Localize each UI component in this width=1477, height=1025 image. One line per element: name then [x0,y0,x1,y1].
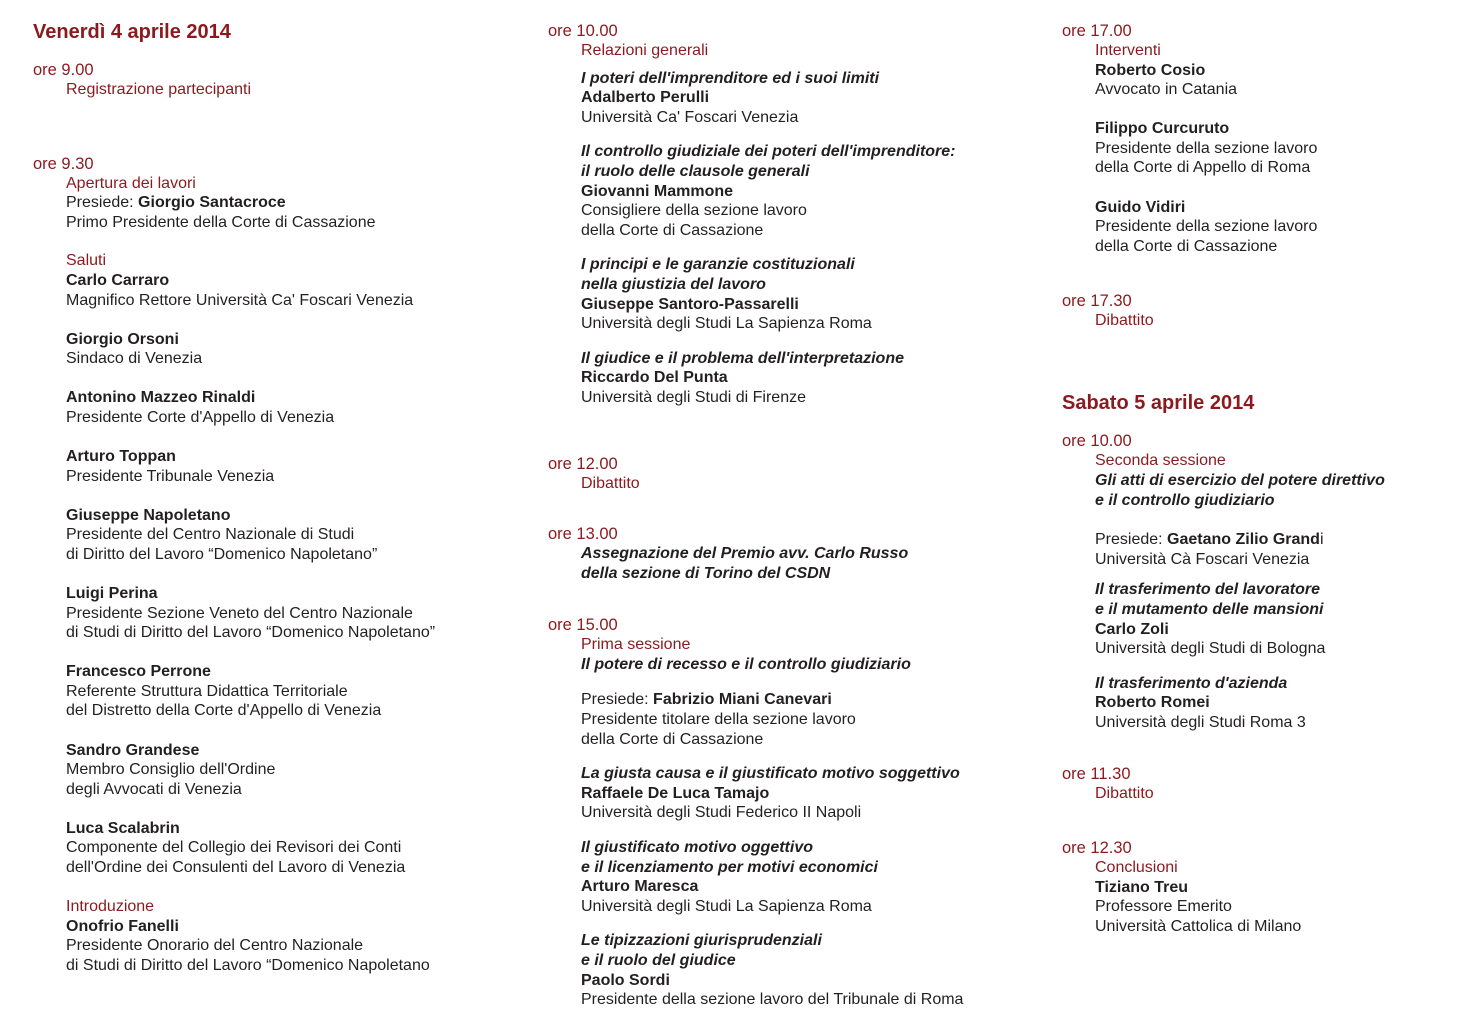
speaker-name: Riccardo Del Punta [581,369,728,387]
chair-prefix: Presiede: [1095,531,1168,549]
chair-name: Giorgio Santacroce [138,194,286,212]
chair-role: della Corte di Cassazione [581,730,764,748]
session-time: ore 17.30 [1062,291,1132,310]
session-label: Dibattito [1095,784,1154,802]
speaker-role: Presidente del Centro Nazionale di Studi [66,526,355,544]
talk-item [1095,674,1462,748]
speaker-name: Filippo Curcuruto [1095,120,1230,138]
speaker-role: Università Cattolica di Milano [1095,917,1302,935]
talk-title: nella giustizia del lavoro [581,275,766,293]
column-day1-evening-day2 [1062,21,1462,937]
talks-list [581,69,1018,423]
talks-list [581,764,1018,1025]
greetings-list [66,271,513,897]
award-title: della sezione di Torino del CSDN [581,564,831,582]
speaker-role: di Diritto del Lavoro “Domenico Napoletano” [66,545,378,563]
session-title: Gli atti di esercizio del potere direttivo [1095,472,1385,490]
talk-title: La giusta causa e il giustificato motivo soggettivo [581,765,960,783]
session-label: Apertura dei lavori [66,174,196,192]
session-label: Relazioni generali [581,42,709,59]
speaker-role: Sindaco di Venezia [66,350,203,368]
chair-role: Presidente titolare della sezione lavoro [581,711,856,729]
session-label: Seconda sessione [1095,452,1226,470]
speaker-name: Arturo Maresca [581,878,699,896]
speaker-role: di Studi di Diritto del Lavoro “Domenico Napoletano [66,956,430,974]
speaker-name: Paolo Sordi [581,971,670,989]
talk-item [581,69,1018,143]
speaker-role: Avvocato in Catania [1095,81,1238,99]
session-time: ore 9.00 [33,61,94,79]
speaker-name: Antonino Mazzeo Rinaldi [66,389,256,407]
speaker-name: Sandro Grandese [66,741,200,759]
session-time: ore 13.00 [548,525,618,544]
speaker-role: Università degli Studi Roma 3 [1095,713,1306,731]
speaker-role: Presidente Tribunale Venezia [66,467,275,485]
speaker-role: Presidente Corte d'Appello di Venezia [66,408,335,426]
speaker-name: Arturo Toppan [66,448,176,466]
speaker-name: Onofrio Fanelli [66,917,179,935]
speaker-name: Luca Scalabrin [66,819,180,837]
chair-role: Primo Presidente della Corte di Cassazione [66,213,376,231]
greeting-item [66,741,513,819]
session-label: Dibattito [581,474,640,492]
greeting-item [66,506,513,584]
speaker-role: di Studi di Diritto del Lavoro “Domenico Napoletano” [66,624,436,642]
speaker-role: Presidente della sezione lavoro [1095,139,1318,157]
talk-item [1095,580,1462,673]
speaker-role: degli Avvocati di Venezia [66,780,242,798]
talk-title: e il mutamento delle mansioni [1095,601,1324,618]
greeting-item [66,447,513,506]
speaker-name: Francesco Perrone [66,663,211,681]
talk-item [581,838,1018,931]
speaker-role: della Corte di Appello di Roma [1095,159,1311,177]
speaker-name: Tiziano Treu [1095,878,1189,896]
session-time: ore 17.00 [1062,22,1132,40]
speaker-role: Componente del Collegio dei Revisori dei Conti [66,839,402,857]
session-label: Registrazione partecipanti [66,81,251,98]
chair-line [1095,530,1462,550]
speaker-name: Guido Vidiri [1095,198,1186,216]
greeting-item [66,271,513,330]
day-title: Venerdì 4 aprile 2014 [33,21,231,43]
chair-name: Gaetano Zilio Grand [1167,531,1320,549]
column-day1-morning [33,20,513,976]
session-title: e il controllo giudiziario [1095,491,1275,509]
speaker-name: Raffaele De Luca Tamajo [581,784,770,802]
talk-title: e il licenziamento per motivi economici [581,858,878,876]
speaker-role: Presidente della sezione lavoro del Tribunale di Roma [581,991,964,1009]
talk-item [581,931,1018,1024]
speaker-role: Università degli Studi di Firenze [581,388,806,406]
speaker-item [1095,119,1462,197]
talk-item [581,349,1018,423]
talk-title: Il giudice e il problema dell'interpretazione [581,349,904,367]
chair-line [66,193,513,213]
session-label: Prima sessione [581,636,691,654]
speaker-name: Carlo Zoli [1095,620,1169,638]
speaker-name: Giuseppe Napoletano [66,506,231,524]
speaker-role: Presidente Onorario del Centro Nazionale [66,937,364,955]
speaker-name: Roberto Cosio [1095,61,1206,79]
speaker-name: Giovanni Mammone [581,182,734,200]
talk-title: I poteri dell'imprenditore ed i suoi limiti [581,69,880,87]
session-time: ore 15.00 [548,616,618,635]
intro-label: Introduzione [66,898,155,916]
talk-item [581,255,1018,348]
talk-title: e il ruolo del giudice [581,952,736,969]
speaker-item [1095,61,1462,120]
column-day1-afternoon [548,21,1018,1025]
greeting-item [66,330,513,389]
greetings-label: Saluti [66,252,107,270]
speaker-name: Giuseppe Santoro-Passarelli [581,295,799,313]
speakers-list [1095,61,1462,276]
speaker-role: del Distretto della Corte d'Appello di Venezia [66,702,382,720]
speaker-role: Referente Struttura Didattica Territoriale [66,682,348,700]
speaker-name: Giorgio Orsoni [66,330,179,348]
talk-title: Il trasferimento d'azienda [1095,674,1288,692]
talk-item [581,764,1018,838]
speaker-item [1095,198,1462,276]
session-title: Il potere di recesso e il controllo giudiziario [581,655,911,673]
speaker-role: Presidente Sezione Veneto del Centro Nazionale [66,604,413,622]
speaker-role: Consigliere della sezione lavoro [581,202,807,220]
speaker-role: Università degli Studi La Sapienza Roma [581,897,872,915]
speaker-name: Roberto Romei [1095,694,1210,712]
speaker-role: Università degli Studi di Bologna [1095,640,1326,658]
session-label: Dibattito [1095,311,1154,329]
session-time: ore 12.30 [1062,839,1132,858]
greeting-item [66,584,513,662]
speaker-role: Magnifico Rettore Università Ca' Foscari Venezia [66,291,414,309]
chair-name: Fabrizio Miani Canevari [653,691,832,709]
day-title: Sabato 5 aprile 2014 [1062,392,1255,415]
talk-title: I principi e le garanzie costituzionali [581,256,855,274]
speaker-role: Università Ca' Foscari Venezia [581,108,799,126]
speaker-role: Professore Emerito [1095,898,1232,916]
speaker-role: Presidente della sezione lavoro [1095,218,1318,236]
chair-line [581,690,1018,710]
speaker-role: della Corte di Cassazione [581,221,764,239]
speaker-name: Luigi Perina [66,585,158,602]
speaker-role: Università degli Studi Federico II Napoli [581,804,862,822]
session-time: ore 12.00 [548,454,618,473]
speaker-name: Carlo Carraro [66,271,170,289]
speaker-role: dell'Ordine dei Consulenti del Lavoro di Venezia [66,859,406,877]
greeting-item [66,662,513,740]
speaker-role: Università degli Studi La Sapienza Roma [581,315,872,333]
talks-list [1095,580,1462,747]
session-label: Interventi [1095,42,1161,59]
greeting-item [66,388,513,447]
chair-prefix: Presiede: [66,194,139,212]
chair-prefix: Presiede: [581,691,654,709]
talk-title: il ruolo delle clausole generali [581,162,810,180]
talk-title: Il giustificato motivo oggettivo [581,839,813,857]
talk-title: Il trasferimento del lavoratore [1095,581,1320,599]
session-time: ore 10.00 [1062,432,1132,451]
session-time: ore 11.30 [1062,764,1131,783]
session-time: ore 10.00 [548,22,618,40]
speaker-name: Adalberto Perulli [581,89,710,107]
speaker-role: Membro Consiglio dell'Ordine [66,761,276,779]
talk-title: Le tipizzazioni giurisprudenziali [581,932,822,950]
session-time: ore 9.30 [33,154,94,173]
chair-suffix: i [1319,531,1324,549]
talk-item [581,142,1018,255]
greeting-item [66,819,513,897]
award-title: Assegnazione del Premio avv. Carlo Russo [581,545,909,563]
speaker-role: della Corte di Cassazione [1095,237,1278,255]
session-block [66,174,513,976]
chair-role: Università Cà Foscari Venezia [1095,550,1310,568]
session-label: Conclusioni [1095,859,1178,877]
talk-title: Il controllo giudiziale dei poteri dell'imprenditore: [581,143,956,161]
